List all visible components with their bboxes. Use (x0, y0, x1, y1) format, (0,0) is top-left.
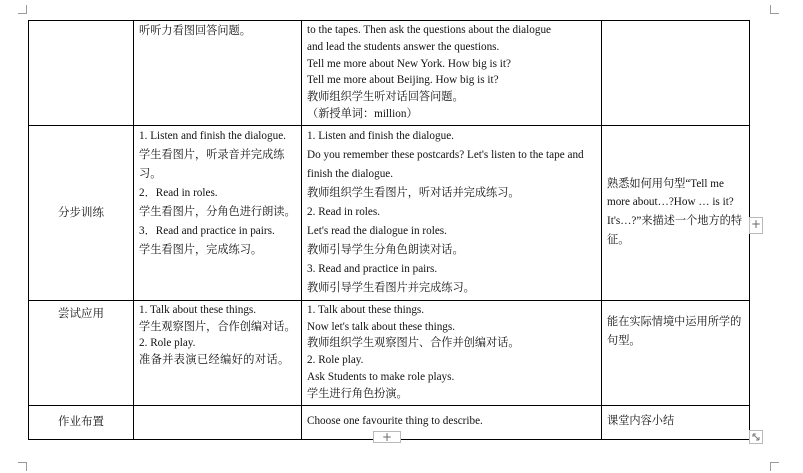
add-row-button[interactable] (373, 431, 401, 443)
cell-line: 1. Listen and finish the dialogue. (139, 129, 286, 142)
cell-line: 2. Role play. (139, 337, 196, 350)
cell-line: 教师引导学生分角色朗读对话。 (307, 243, 464, 256)
cell-line: 2．Read in roles. (139, 186, 218, 199)
add-column-button[interactable] (749, 217, 763, 234)
cell-line: 教师引导学生看图片并完成练习。 (307, 281, 475, 294)
design-intent-cell[interactable] (602, 405, 750, 439)
cell-line: （新授单词：million） (307, 107, 418, 120)
table-resize-handle[interactable] (749, 430, 763, 444)
design-intent-cell[interactable] (602, 300, 750, 405)
cell-line: 3．Read and practice in pairs. (139, 224, 275, 237)
cell-line: Choose one favourite thing to describe. (307, 415, 483, 428)
cell-line: and lead the students answer the questions. (307, 40, 500, 53)
cell-line: 学生看图片，分角色进行朗读。 (139, 205, 296, 218)
design-text: 课堂内容小结 (607, 415, 675, 428)
cell-line: Tell me more about New York. How big is it? (307, 57, 511, 70)
design-intent-cell[interactable] (602, 21, 750, 126)
cell-line: 1. Talk about these things. (139, 303, 257, 316)
student-activity-cell[interactable] (134, 125, 302, 300)
cell-line: 学生看图片，完成练习。 (139, 243, 263, 256)
cell-line: 学生观察图片，合作创编对话。 (139, 320, 296, 333)
cell-line: 准备并表演已经编好的对话。 (139, 354, 290, 367)
design-text: 能在实际情境中运用所学的句型。 (607, 315, 742, 347)
stage-cell[interactable] (29, 405, 134, 439)
cell-line: 2. Read in roles. (307, 205, 381, 218)
cell-line: 2. Role play. (307, 354, 364, 367)
stage-cell[interactable] (29, 300, 134, 405)
cell-line: 听听力看图回答问题。 (139, 25, 251, 37)
cell-line: Ask Students to make role plays. (307, 370, 455, 383)
teacher-activity-cell[interactable] (302, 21, 602, 126)
stage-cell[interactable] (29, 125, 134, 300)
cell-line: 教师组织学生观察图片、合作并创编对话。 (307, 337, 520, 350)
plus-icon: + (381, 430, 393, 444)
cell-line: 1. Talk about these things. (307, 303, 425, 316)
page-corner-mark (770, 5, 779, 14)
cell-line: 1. Listen and finish the dialogue. (307, 129, 454, 142)
cell-line: 学生进行角色扮演。 (307, 387, 408, 400)
teacher-activity-cell[interactable] (302, 300, 602, 405)
stage-label: 分步训练 (58, 204, 104, 219)
page-corner-mark (770, 462, 779, 471)
student-activity-cell[interactable] (134, 300, 302, 405)
design-intent-cell[interactable] (602, 125, 750, 300)
table-row (29, 300, 750, 405)
plus-icon: + (750, 217, 762, 231)
teacher-activity-cell[interactable] (302, 125, 602, 300)
table-row (29, 125, 750, 300)
cell-line: Tell me more about Beijing. How big is it? (307, 74, 499, 87)
resize-diagonal-icon (750, 431, 762, 443)
stage-cell[interactable] (29, 21, 134, 126)
page-corner-mark (18, 5, 27, 14)
student-activity-cell[interactable] (134, 405, 302, 439)
cell-line: to the tapes. Then ask the questions about the dialogue (307, 24, 551, 36)
stage-label: 尝试应用 (58, 305, 104, 320)
cell-line: Let's read the dialogue in roles. (307, 224, 447, 237)
table-row (29, 21, 750, 126)
cell-line: Now let's talk about these things. (307, 320, 456, 333)
cell-line: 3. Read and practice in pairs. (307, 262, 438, 275)
teacher-activity-cell[interactable] (302, 405, 602, 439)
stage-label: 作业布置 (58, 414, 104, 429)
cell-line: Do you remember these postcards? Let's listen to the tape and finish the dialogue. (307, 148, 584, 180)
page-corner-mark (18, 462, 27, 471)
lesson-plan-table[interactable] (28, 20, 750, 440)
cell-line: 教师组织学生看图片，听对话并完成练习。 (307, 186, 520, 199)
design-text: 熟悉如何用句型“Tell me more about…?How … is it? It's…?”来描述一个地方的特征。 (607, 177, 743, 247)
cell-line: 学生看图片，听录音并完成练习。 (139, 148, 285, 180)
student-activity-cell[interactable] (134, 21, 302, 126)
cell-line: 教师组织学生听对话回答问题。 (307, 91, 464, 104)
